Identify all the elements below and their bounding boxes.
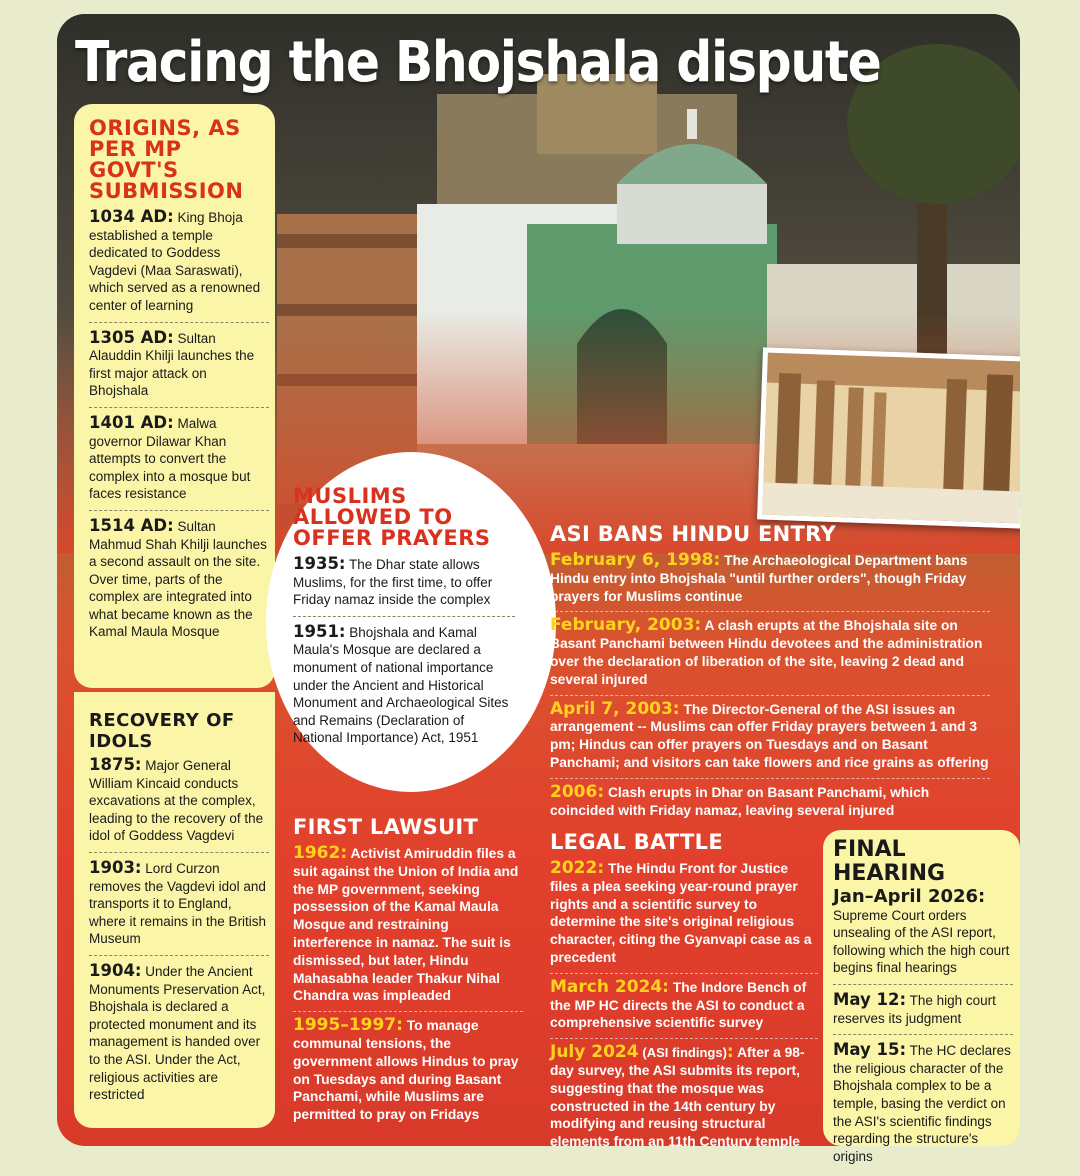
recovery-heading: RECOVERY OF IDOLS: [89, 710, 235, 752]
legal-entry: [550, 976, 818, 1032]
legal-text: After a 98-day survey, the ASI submits its report, suggesting that the mosque was constructed in the 14th century by modifying and reusing structural elements from an 11th Century temple: [550, 1045, 805, 1150]
asi-text: Clash erupts in Dhar on Basant Panchami, which coincided with Friday namaz, leaving several injured: [550, 784, 930, 818]
asi-text: The Archaeological Department bans Hindu entry into Bhojshala "until further orders", though Friday prayers for Muslims continue: [550, 553, 968, 604]
origins-date: 1514 AD:: [89, 515, 174, 535]
origins-entry: [89, 329, 269, 400]
page-title: Tracing the Bhojshala dispute: [75, 30, 881, 95]
divider: [89, 852, 269, 853]
final-entry: [833, 888, 1013, 977]
origins-text: King Bhoja established a temple dedicated to Goddess Vagdevi (Maa Saraswati), which served as a renowned center of learning: [89, 210, 261, 313]
first-lawsuit-section: [293, 815, 523, 1124]
asi-entry: [550, 781, 990, 820]
lawsuit-text: To manage communal tensions, the government allows Hindus to pray on Tuesdays and during Basant Panchami, while Muslims are permitted to pray on Fridays: [293, 1018, 519, 1123]
asi-date: February, 2003:: [550, 615, 702, 636]
legal-text: The Indore Bench of the MP HC directs the ASI to conduct a comprehensive scientific survey: [550, 979, 807, 1031]
final-entry: [833, 991, 1013, 1027]
muslims-text: Bhojshala and Kamal Maula's Mosque are declared a monument of national importance under the Ancient and Historical Monument and Archaeological Sites and Remains (Declaration of National Importance) Act, 1951: [293, 624, 509, 746]
final-hearing-section: [833, 838, 1013, 1165]
divider: [89, 407, 269, 408]
final-date: Jan–April 2026:: [833, 886, 986, 907]
divider: [833, 1034, 1013, 1035]
lawsuit-date: 1962:: [293, 843, 348, 863]
legal-entry: July 2024 (ASI findings): After a 98-day survey, the ASI submits its report, suggesting that the mosque was constructed in the 14th century by modifying and reusing structural elements from an 11th Century temple: [550, 1042, 805, 1150]
asi-date: February 6, 1998:: [550, 550, 721, 570]
divider: [550, 778, 990, 779]
pillared-hall-photo: [757, 347, 1020, 528]
legal-date: March 2024:: [550, 976, 669, 997]
lawsuit-date: 1995–1997:: [293, 1015, 403, 1036]
legal-entry: [550, 860, 818, 967]
muslims-heading: MUSLIMS ALLOWED TO OFFER PRAYERS: [293, 484, 491, 550]
final-text: Supreme Court orders unsealing of the ASI report, following which the high court begins final hearings: [833, 907, 1010, 976]
origins-entry: [89, 414, 269, 503]
muslims-entry: [293, 555, 515, 609]
asi-text: The Director-General of the ASI issues an arrangement -- Muslims can offer Friday prayers between 1 and 3 pm; Hindus can offer prayers on Tuesdays and on Basant Panchami; and visitors can take flowers and rice grains as offering: [550, 701, 989, 770]
asi-text: A clash erupts at the Bhojshala site on Basant Panchami between Hindu devotees and the administration over the declaration of liberation of the site, leaving 2 dead and several injured: [550, 618, 983, 687]
origins-heading: ORIGINS, AS PER MP GOVT'S SUBMISSION: [89, 116, 244, 203]
origins-text: Sultan Alauddin Khilji launches the first major attack on Bhojshala: [89, 330, 255, 399]
origins-entry: [89, 208, 269, 315]
final-date: May 15:: [833, 1040, 907, 1060]
recovery-entry: [89, 962, 269, 1104]
origins-section: [89, 118, 269, 641]
recovery-date: 1903:: [89, 857, 142, 877]
asi-bans-heading: ASI BANS HINDU ENTRY: [550, 522, 837, 546]
first-lawsuit-heading: FIRST LAWSUIT: [293, 815, 479, 839]
recovery-date: 1875:: [89, 755, 142, 774]
origins-text: Malwa governor Dilawar Khan attempts to convert the complex into a mosque but faces resistance: [89, 415, 251, 502]
lawsuit-entry: [293, 845, 523, 1005]
divider: [550, 973, 818, 974]
final-entry: [833, 1041, 1013, 1165]
recovery-date: 1904:: [89, 960, 142, 980]
divider: [550, 695, 990, 696]
recovery-section: [89, 710, 269, 1104]
asi-bans-section: [550, 522, 990, 819]
recovery-entry: [89, 756, 269, 845]
muslims-entry: [293, 623, 515, 747]
divider: [293, 1011, 523, 1012]
divider: [550, 1038, 818, 1039]
lawsuit-entry: [293, 1017, 523, 1124]
final-hearing-heading: FINAL HEARING: [833, 837, 946, 886]
asi-entry: [550, 617, 990, 688]
recovery-text: Major General William Kincaid conducts excavations at the complex, leading to the recovery of the idol of Goddess Vagdevi: [89, 758, 264, 844]
asi-entry: [550, 552, 990, 605]
recovery-text: Lord Curzon removes the Vagdevi idol and transports it to England, where it remains in the British Museum: [89, 860, 267, 947]
muslims-text: The Dhar state allows Muslims, for the first time, to offer Friday namaz inside the complex: [293, 557, 493, 608]
divider: [89, 322, 269, 323]
origins-text: Sultan Mahmud Shah Khilji launches a second assault on the site. Over time, parts of the complex are integrated into what became known as the Kamal Maula Mosque: [89, 518, 267, 640]
asi-date: 2006:: [550, 781, 605, 802]
origins-date: 1401 AD:: [89, 412, 174, 432]
divider: [293, 616, 515, 617]
asi-entry: [550, 698, 990, 772]
final-text: The high court reserves its judgment: [833, 992, 996, 1026]
divider: [833, 984, 1013, 985]
muslims-date: 1935:: [293, 554, 346, 573]
legal-note: (ASI findings): [642, 1045, 727, 1061]
muslims-section: [293, 486, 515, 747]
divider: [550, 611, 990, 612]
divider: [89, 510, 269, 511]
legal-text: The Hindu Front for Justice files a plea seeking year-round prayer rights and a scientific survey to determine the site's original religious character, citing the Gyanvapi case as a precedent: [550, 861, 812, 965]
legal-date: 2022:: [550, 858, 605, 878]
asi-date: April 7, 2003:: [550, 698, 680, 719]
origins-date: 1305 AD:: [89, 327, 174, 347]
final-text: The HC declares the religious character of the Bhojshala complex to be a temple, basing the verdict on the ASI's scientific findings regarding the structure's origins: [833, 1043, 1011, 1164]
divider: [89, 955, 269, 956]
origins-entry: [89, 517, 269, 641]
final-date: May 12:: [833, 989, 907, 1009]
recovery-entry: [89, 859, 269, 948]
recovery-text: Under the Ancient Monuments Preservation Act, Bhojshala is declared a protected monument and its management is handed over to the ASI. Under the Act, religious activities are restricted: [89, 963, 266, 1103]
muslims-date: 1951:: [293, 621, 346, 641]
legal-battle-section: [550, 830, 818, 1151]
lawsuit-text: Activist Amiruddin files a suit against the Union of India and the MP government, seeking possession of the Kamal Maula Mosque and restraining interference in namaz. The suit is dismissed, but later, Hindu Mahasabha leader Thakur Nihal Chandra was impleaded: [293, 846, 519, 1004]
legal-date: July 2024: [550, 1042, 639, 1063]
origins-date: 1034 AD:: [89, 207, 174, 226]
legal-battle-heading: LEGAL BATTLE: [550, 830, 723, 854]
